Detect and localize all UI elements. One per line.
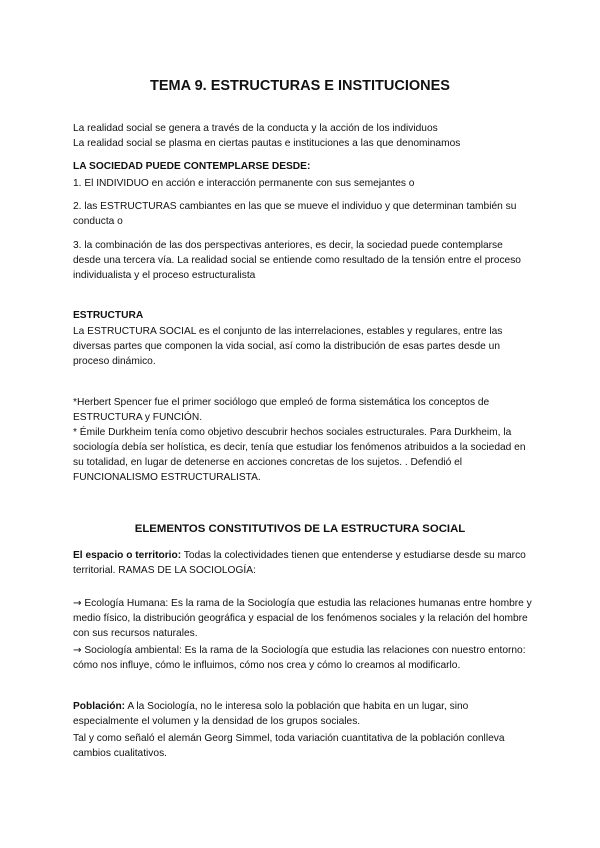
intro-line-1: La realidad social se genera a través de la conducta y la acción de los individuos [73, 123, 438, 134]
sociedad-item-1: 1. El INDIVIDUO en acción e interacción permanente con sus semejantes o [73, 178, 415, 189]
estructura-text: La ESTRUCTURA SOCIAL es el conjunto de las interrelaciones, estables y regulares, entre las diversas partes que componen la vida social, así como la distribución de esas partes desde un proceso dinámico. [73, 326, 503, 367]
ecologia-paragraph [73, 596, 533, 641]
ambiental-paragraph [73, 643, 533, 673]
poblacion-paragraph [73, 699, 533, 729]
sociedad-item-3: 3. la combinación de las dos perspectivas anteriores, es decir, la sociedad puede contemplarse desde una tercera vía. La realidad social se entiende como resultado de la tensión entre el proceso individualista y el proceso estructuralista [73, 240, 521, 281]
ambiental-text: Sociología ambiental: Es la rama de la Sociología que estudia las relaciones con nuestro entorno: cómo nos influye, cómo le influimos, cómo nos crea y cómo lo creamos al modificarlo. [73, 645, 526, 671]
arrow-icon: → [73, 598, 82, 609]
page-title: TEMA 9. ESTRUCTURAS E INSTITUCIONES [150, 78, 450, 94]
ecologia-text: Ecología Humana: Es la rama de la Sociología que estudia las relaciones humanas entre hombre y medio físico, la distribución geográfica y espacial de los fenómenos sociales y la relación del hombre con sus recursos naturales. [73, 598, 532, 639]
arrow-icon: → [73, 645, 82, 656]
sociedad-item-2: 2. las ESTRUCTURAS cambiantes en las que se mueve el individuo y que determinan también su conducta o [73, 201, 517, 227]
poblacion-text: A la Sociología, no le interesa solo la población que habita en un lugar, sino especialmente el volumen y la densidad de los grupos sociales. [73, 701, 469, 727]
estructura-heading: ESTRUCTURA [73, 310, 144, 321]
sociedad-heading: LA SOCIEDAD PUEDE CONTEMPLARSE DESDE: [73, 161, 311, 172]
espacio-paragraph [73, 548, 533, 578]
note-durkheim: * Émile Durkheim tenía como objetivo descubrir hechos sociales estructurales. Para Durkheim, la sociología debía ser holística, es decir, tenía que estudiar los fenómenos atribuidos a la sociedad en su totalidad, en lugar de detenerse en acciones concretas de los sujetos. . Defendió el FUNCIONALISMO ESTRUCTURALISTA. [73, 427, 526, 483]
elementos-heading: ELEMENTOS CONSTITUTIVOS DE LA ESTRUCTURA SOCIAL [134, 523, 466, 535]
intro-block [73, 121, 533, 151]
note-spencer: *Herbert Spencer fue el primer sociólogo que empleó de forma sistemática los conceptos de ESTRUCTURA y FUNCIÓN. [73, 397, 490, 423]
simmel-paragraph: Tal y como señaló el alemán Georg Simmel, toda variación cuantitativa de la población conlleva cambios cualitativos. [73, 733, 505, 759]
intro-line-2: La realidad social se plasma en ciertas pautas e instituciones a las que denominamos [73, 138, 461, 149]
espacio-text: Todas la colectividades tienen que entenderse y estudiarse desde su marco territorial. RAMAS DE LA SOCIOLOGÍA: [73, 550, 526, 576]
poblacion-label: Población: [73, 701, 126, 712]
espacio-label: El espacio o territorio: [73, 550, 182, 561]
